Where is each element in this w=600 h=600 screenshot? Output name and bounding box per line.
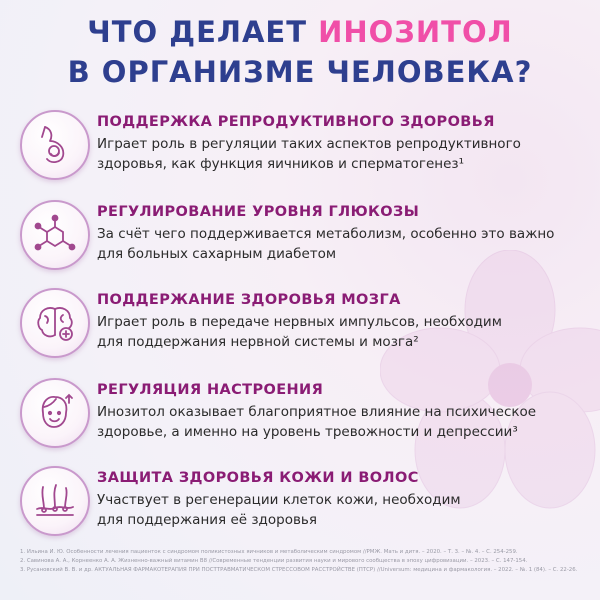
reference-item: 2. Савинова А. А., Корнеенко А. А. Жизненно-важный витамин В8 //Современные тенденции развития науки и мирового сообщества в эпоху цифровизации. – 2023. – С. 147-154. xyxy=(20,558,528,564)
benefit-item-reproductive xyxy=(20,110,584,194)
title-accent: ИНОЗИТОЛ xyxy=(318,15,513,49)
item-description-line: здоровье, а именно на уровень тревожности и депрессии³ xyxy=(97,424,518,440)
item-description-line: Инозитол оказывает благоприятное влияние на психическое xyxy=(97,404,537,420)
benefit-item-skin-hair xyxy=(20,466,584,550)
page-title xyxy=(0,12,600,92)
brain-icon xyxy=(33,301,77,345)
item-description xyxy=(97,224,584,264)
reference-item: 1. Ильина И. Ю. Особенности лечения пациенток с синдромом поликистозных яичников и метаболическим синдромом //РМЖ. Мать и дитя. – 2020. – Т. 3. – №. 4. – С. 254-259. xyxy=(20,549,518,555)
icon-circle xyxy=(20,466,90,536)
item-description-line: За счёт чего поддерживается метаболизм, особенно это важно xyxy=(97,226,555,242)
item-title: ПОДДЕРЖАНИЕ ЗДОРОВЬЯ МОЗГА xyxy=(97,292,401,308)
icon-circle xyxy=(20,378,90,448)
item-title: ПОДДЕРЖКА РЕПРОДУКТИВНОГО ЗДОРОВЬЯ xyxy=(97,114,495,130)
icon-circle xyxy=(20,288,90,358)
benefit-item-mood xyxy=(20,378,584,462)
item-description-line: Играет роль в регуляции таких аспектов репродуктивного xyxy=(97,136,521,152)
item-title: РЕГУЛИРОВАНИЕ УРОВНЯ ГЛЮКОЗЫ xyxy=(97,204,420,220)
item-description-line: для поддержания нервной системы и мозга² xyxy=(97,334,419,350)
benefit-item-brain xyxy=(20,288,584,372)
title-part-1: ЧТО ДЕЛАЕТ xyxy=(87,15,319,49)
references xyxy=(20,548,580,575)
item-description-line: здоровья, как функция яичников и сперматогенез¹ xyxy=(97,156,464,172)
title-line-2: В ОРГАНИЗМЕ ЧЕЛОВЕКА? xyxy=(67,55,533,89)
icon-circle xyxy=(20,110,90,180)
smiling-face-icon xyxy=(33,391,77,435)
item-description-line: Участвует в регенерации клеток кожи, необходим xyxy=(97,492,461,508)
item-description xyxy=(97,312,584,352)
reference-item: 3. Русановский В. В. и др. АКТУАЛЬНАЯ ФАРМАКОТЕРАПИЯ ПРИ ПОСТТРАВМАТИЧЕСКОМ СТРЕССОВОМ РАССТРОЙСТВЕ (ПТСР) //Universum: медицина и фармакология. – 2022. – №. 1 (84). – С. 22-26. xyxy=(20,567,578,573)
pregnancy-icon xyxy=(33,123,77,167)
item-description-line: Играет роль в передаче нервных импульсов, необходим xyxy=(97,314,502,330)
item-title: РЕГУЛЯЦИЯ НАСТРОЕНИЯ xyxy=(97,382,324,398)
item-title: ЗАЩИТА ЗДОРОВЬЯ КОЖИ И ВОЛОС xyxy=(97,470,419,486)
item-description xyxy=(97,134,584,174)
molecule-icon xyxy=(33,213,77,257)
benefit-item-glucose xyxy=(20,200,584,284)
icon-circle xyxy=(20,200,90,270)
item-description xyxy=(97,490,584,530)
item-description-line: для больных сахарным диабетом xyxy=(97,246,337,262)
title-line-1 xyxy=(0,12,600,52)
item-description xyxy=(97,402,584,442)
item-description-line: для поддержания её здоровья xyxy=(97,512,317,528)
skin-hair-icon xyxy=(33,479,77,523)
